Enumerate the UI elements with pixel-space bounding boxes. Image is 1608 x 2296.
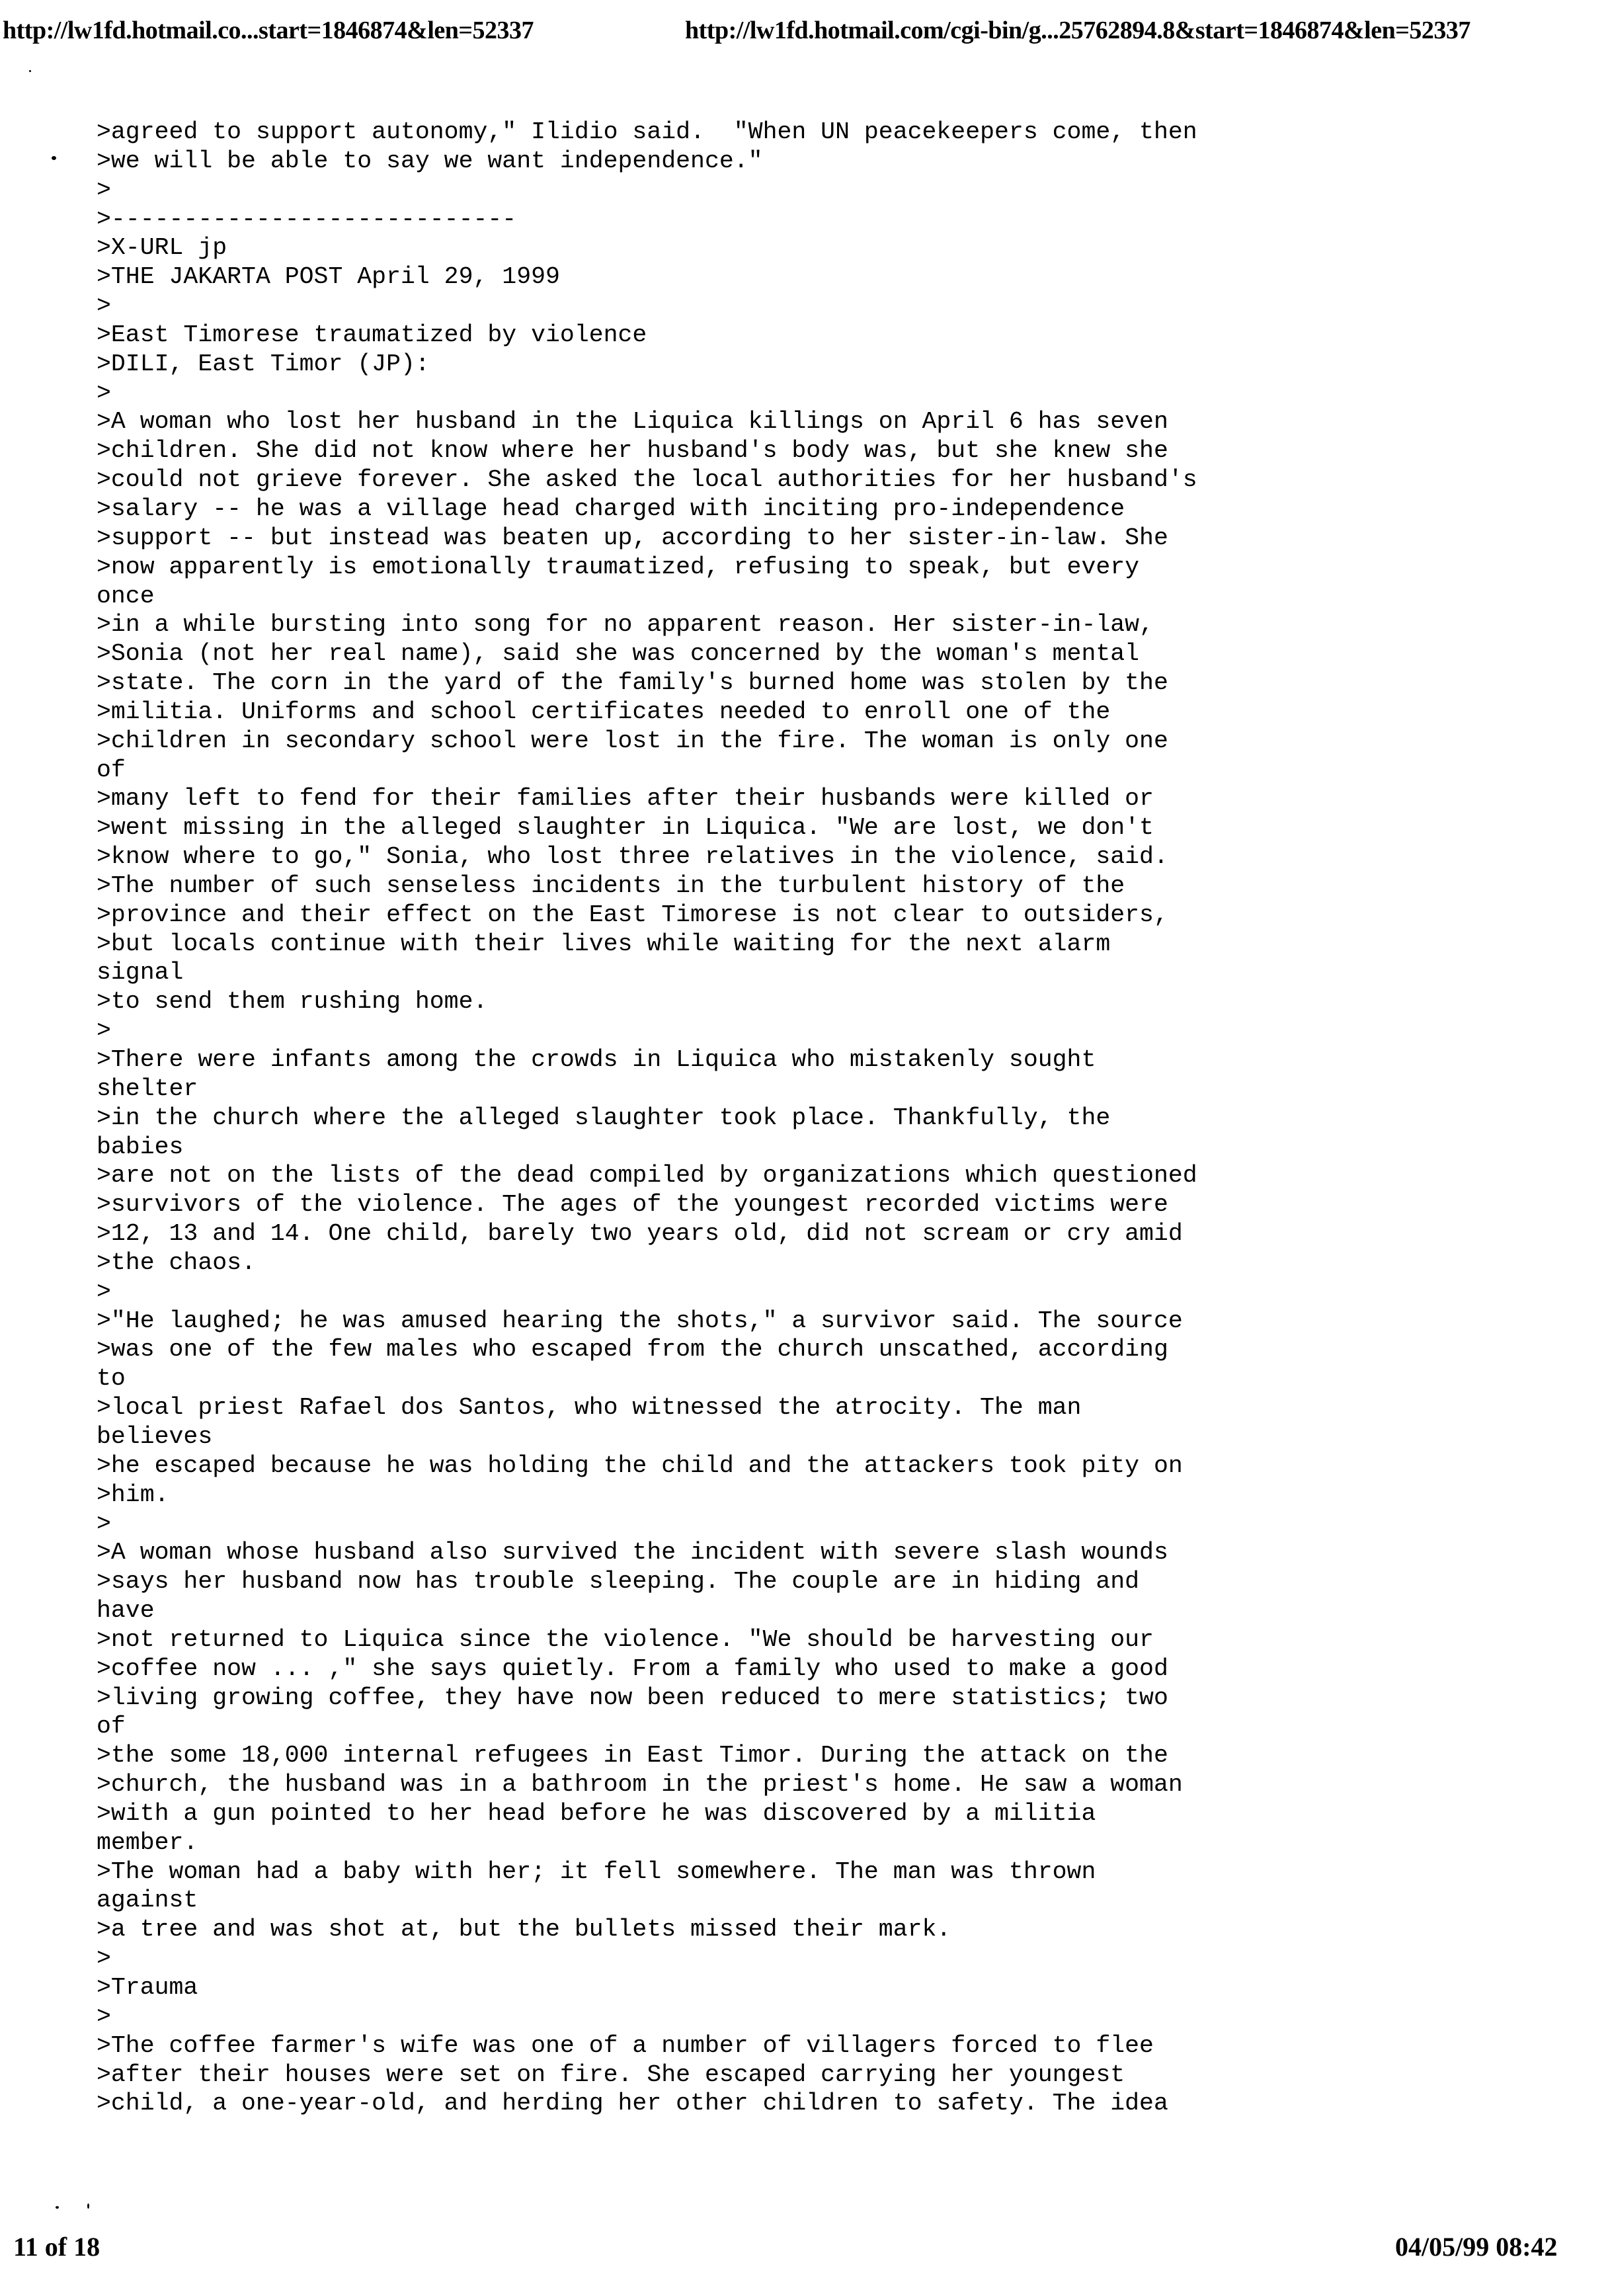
body-line: >him.	[97, 1481, 169, 1508]
email-body	[97, 118, 1197, 2118]
body-line: >local priest Rafael dos Santos, who witnessed the atrocity. The man	[97, 1394, 1082, 1422]
body-line: >a tree and was shot at, but the bullets missed their mark.	[97, 1916, 951, 1944]
body-line: >Trauma	[97, 1974, 198, 2001]
body-line: >	[97, 2002, 111, 2030]
body-line: >The coffee farmer's wife was one of a number of villagers forced to flee	[97, 2031, 1154, 2059]
body-line: >	[97, 292, 111, 320]
body-line: >The woman had a baby with her; it fell somewhere. The man was thrown	[97, 1858, 1096, 1885]
body-line: >THE JAKARTA POST April 29, 1999	[97, 263, 560, 291]
body-line: >	[97, 1945, 111, 1973]
body-line: >A woman who lost her husband in the Liquica killings on April 6 has seven	[97, 408, 1168, 436]
body-line: >are not on the lists of the dead compiled by organizations which questioned	[97, 1162, 1197, 1190]
body-line: shelter	[97, 1075, 198, 1102]
body-line: >after their houses were set on fire. She escaped carrying her youngest	[97, 2061, 1125, 2088]
body-line: >	[97, 1278, 111, 1305]
body-line: >went missing in the alleged slaughter in Liquica. "We are lost, we don't	[97, 814, 1154, 842]
body-line: >the some 18,000 internal refugees in East Timor. During the attack on the	[97, 1742, 1168, 1770]
body-line: >living growing coffee, they have now been reduced to mere statistics; two	[97, 1684, 1168, 1711]
body-line: >agreed to support autonomy," Ilidio said. "When UN peacekeepers come, then	[97, 118, 1197, 145]
body-line: >"He laughed; he was amused hearing the shots," a survivor said. The source	[97, 1307, 1183, 1334]
body-line: >to send them rushing home.	[97, 988, 488, 1016]
scan-speck	[56, 2206, 59, 2209]
body-line: >state. The corn in the yard of the family's burned home was stolen by the	[97, 669, 1168, 697]
body-line: >	[97, 1017, 111, 1045]
scan-speck	[52, 156, 56, 160]
body-line: >children in secondary school were lost in the fire. The woman is only one	[97, 727, 1168, 755]
body-line: >now apparently is emotionally traumatized, refusing to speak, but every	[97, 553, 1140, 581]
body-line: >children. She did not know where her husband's body was, but she knew she	[97, 437, 1168, 465]
body-line: >survivors of the violence. The ages of the youngest recorded victims were	[97, 1191, 1168, 1219]
body-line: >know where to go," Sonia, who lost three relatives in the violence, said.	[97, 843, 1168, 871]
body-line: >the chaos.	[97, 1249, 256, 1276]
body-line: >he escaped because he was holding the child and the attackers took pity on	[97, 1452, 1183, 1479]
scan-speck	[29, 70, 31, 72]
body-line: member.	[97, 1828, 198, 1856]
body-line: >	[97, 176, 111, 204]
body-line: >12, 13 and 14. One child, barely two years old, did not scream or cry amid	[97, 1220, 1183, 1248]
body-line: >Sonia (not her real name), said she was concerned by the woman's mental	[97, 640, 1140, 668]
body-line: >----------------------------	[97, 205, 517, 233]
body-line: >salary -- he was a village head charged with inciting pro-independence	[97, 495, 1125, 522]
body-line: >A woman whose husband also survived the incident with severe slash wounds	[97, 1539, 1168, 1567]
body-line: >DILI, East Timor (JP):	[97, 350, 430, 378]
body-line: >child, a one-year-old, and herding her other children to safety. The idea	[97, 2090, 1168, 2117]
body-line: >support -- but instead was beaten up, according to her sister-in-law. She	[97, 524, 1168, 552]
body-line: >could not grieve forever. She asked the local authorities for her husband's	[97, 466, 1197, 494]
body-line: to	[97, 1365, 126, 1393]
body-line: against	[97, 1887, 198, 1914]
body-line: >East Timorese traumatized by violence	[97, 321, 647, 348]
body-line: >but locals continue with their lives while waiting for the next alarm	[97, 930, 1111, 958]
body-line: >says her husband now has trouble sleeping. The couple are in hiding and	[97, 1568, 1140, 1596]
body-line: once	[97, 582, 155, 610]
header-url-right: http://lw1fd.hotmail.com/cgi-bin/g...25762894.8&start=1846874&len=52337	[685, 17, 1470, 44]
body-line: >militia. Uniforms and school certificates needed to enroll one of the	[97, 698, 1111, 725]
body-line: >was one of the few males who escaped from the church unscathed, according	[97, 1336, 1168, 1364]
body-line: >coffee now ... ," she says quietly. From a family who used to make a good	[97, 1655, 1168, 1682]
header-url-left: http://lw1fd.hotmail.co...start=1846874&len=52337	[3, 17, 534, 44]
body-line: >in a while bursting into song for no apparent reason. Her sister-in-law,	[97, 611, 1154, 639]
body-line: >in the church where the alleged slaughter took place. Thankfully, the	[97, 1104, 1111, 1131]
body-line: of	[97, 756, 126, 784]
page-number: 11 of 18	[13, 2232, 100, 2262]
body-line: >many left to fend for their families after their husbands were killed or	[97, 785, 1154, 813]
body-line: >not returned to Liquica since the violence. "We should be harvesting our	[97, 1625, 1154, 1653]
body-line: >church, the husband was in a bathroom in the priest's home. He saw a woman	[97, 1771, 1183, 1799]
body-line: >we will be able to say we want independence."	[97, 147, 763, 175]
body-line: >	[97, 379, 111, 407]
body-line: of	[97, 1713, 126, 1741]
body-line: >X-URL jp	[97, 234, 227, 262]
body-line: >	[97, 1510, 111, 1538]
body-line: >There were infants among the crowds in Liquica who mistakenly sought	[97, 1046, 1096, 1073]
body-line: believes	[97, 1422, 213, 1450]
body-line: >The number of such senseless incidents in the turbulent history of the	[97, 872, 1125, 899]
body-line: babies	[97, 1133, 184, 1161]
body-line: signal	[97, 959, 184, 987]
body-line: have	[97, 1597, 155, 1625]
scan-speck	[87, 2203, 89, 2209]
body-line: >with a gun pointed to her head before he was discovered by a militia	[97, 1799, 1096, 1827]
print-timestamp: 04/05/99 08:42	[1395, 2232, 1558, 2262]
body-line: >province and their effect on the East Timorese is not clear to outsiders,	[97, 901, 1168, 928]
